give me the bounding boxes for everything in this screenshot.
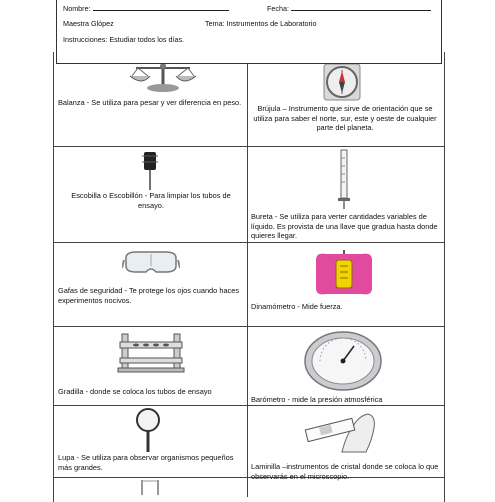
fecha-label: Fecha: bbox=[267, 4, 289, 13]
escobilla-description: Escobilla o Escobillón - Para limpiar los tubos de ensayo. bbox=[71, 191, 231, 210]
bureta-description: Bureta - Se utiliza para verter cantidades variables de líquido. Es provista de una llave que gradua hasta donde quieres llegar. bbox=[251, 212, 438, 240]
fecha-blank[interactable] bbox=[291, 3, 431, 11]
gradilla-description: Gradilla - donde se coloca los tubos de ensayo bbox=[58, 387, 212, 396]
nombre-label: Nombre: bbox=[63, 4, 91, 13]
table-row-divider bbox=[53, 242, 444, 243]
test-tube-rack-icon bbox=[116, 328, 186, 374]
magnifying-glass-icon bbox=[130, 406, 166, 454]
topic-title: Tema: Instrumentos de Laboratorio bbox=[205, 19, 317, 28]
barometro-description: Barómetro - mide la presión atmosférica bbox=[251, 395, 383, 404]
table-column-divider bbox=[247, 52, 248, 497]
teacher-name: Maestra Glópez bbox=[63, 19, 114, 28]
worksheet-header bbox=[56, 0, 442, 64]
test-tube-brush-icon bbox=[138, 150, 162, 192]
microscope-slide-icon bbox=[302, 406, 380, 454]
table-row-divider bbox=[53, 326, 444, 327]
barometer-icon bbox=[302, 330, 384, 392]
dinamometro-description: Dinamómetro - Mide fuerza. bbox=[251, 302, 343, 311]
table-row-divider bbox=[53, 146, 444, 147]
nombre-blank[interactable] bbox=[93, 3, 229, 11]
brujula-description: Brújula – Instrumento que sirve de orientación que se utiliza para saber el norte, sur, este y oeste de cualquier parte del planeta. bbox=[253, 104, 437, 132]
lupa-description: Lupa - Se utiliza para observar organismos pequeños más grandes. bbox=[58, 453, 234, 472]
safety-goggles-icon bbox=[122, 248, 180, 276]
burette-icon bbox=[336, 148, 352, 210]
dynamometer-icon bbox=[312, 250, 376, 298]
table-row-divider bbox=[53, 405, 444, 406]
compass-icon bbox=[322, 62, 362, 102]
beaker-icon bbox=[138, 480, 162, 495]
instructions: Instrucciones: Estudiar todos los días. bbox=[63, 35, 185, 44]
balanza-description: Balanza - Se utiliza para pesar y ver diferencia en peso. bbox=[58, 98, 242, 107]
laminilla-description: Laminilla –instrumentos de cristal donde se coloca lo que observarás en el microscopio. bbox=[251, 462, 439, 481]
gafas-description: Gafas de seguridad - Te protege los ojos cuando haces experimentos nocivos. bbox=[58, 286, 240, 305]
